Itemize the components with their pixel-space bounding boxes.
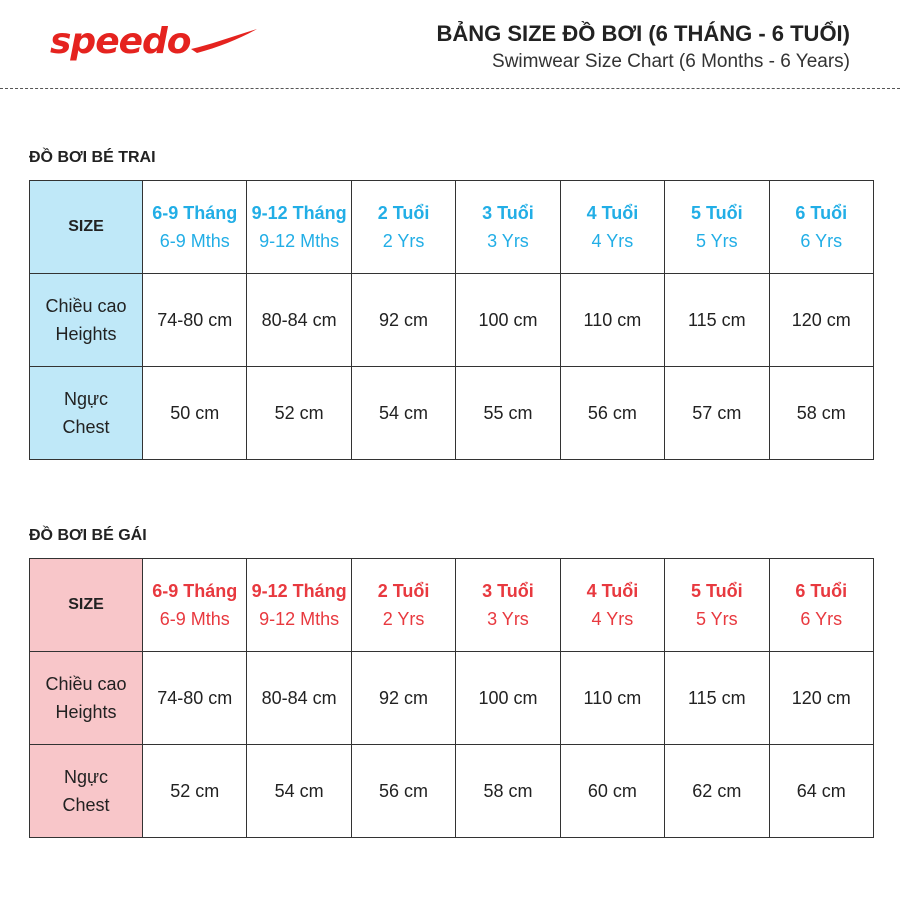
size-vi: 9-12 Tháng xyxy=(251,581,347,601)
size-en: 2 Yrs xyxy=(382,609,425,629)
height-cell: 100 cm xyxy=(456,274,560,367)
chest-cell: 56 cm xyxy=(351,745,455,838)
boys-size-table xyxy=(29,180,874,460)
size-en: 9-12 Mths xyxy=(259,609,340,629)
chest-cell: 52 cm xyxy=(143,745,247,838)
logo-wordmark: speedo xyxy=(50,21,191,62)
size-en: 9-12 Mths xyxy=(259,231,340,251)
chest-cell: 50 cm xyxy=(143,367,247,460)
size-cell xyxy=(769,181,873,274)
size-vi: 6-9 Tháng xyxy=(152,203,238,223)
size-cell xyxy=(143,559,247,652)
height-label-cell xyxy=(30,274,143,367)
size-cell xyxy=(456,181,560,274)
size-vi: 9-12 Tháng xyxy=(251,203,347,223)
table-row-size xyxy=(30,181,874,274)
size-en: 4 Yrs xyxy=(591,231,634,251)
size-vi: 5 Tuổi xyxy=(690,581,743,601)
height-cell: 100 cm xyxy=(456,652,560,745)
height-cell: 110 cm xyxy=(560,274,664,367)
table-row-height xyxy=(30,652,874,745)
height-label-cell xyxy=(30,652,143,745)
dashed-divider xyxy=(0,88,900,89)
chest-cell: 58 cm xyxy=(769,367,873,460)
size-vi: 2 Tuổi xyxy=(377,581,430,601)
size-vi: 6 Tuổi xyxy=(795,203,848,223)
size-vi: 3 Tuổi xyxy=(482,203,534,223)
height-cell: 92 cm xyxy=(351,652,455,745)
boomerang-icon xyxy=(189,25,259,55)
chest-cell: 64 cm xyxy=(769,745,873,838)
chest-cell: 62 cm xyxy=(665,745,769,838)
height-label-vi: Chiều cao xyxy=(45,674,127,694)
size-en: 5 Yrs xyxy=(695,609,738,629)
chest-cell: 52 cm xyxy=(247,367,351,460)
size-cell xyxy=(665,181,769,274)
size-en: 6-9 Mths xyxy=(159,609,230,629)
size-vi: 5 Tuổi xyxy=(690,203,743,223)
chest-cell: 54 cm xyxy=(351,367,455,460)
size-en: 3 Yrs xyxy=(487,231,529,251)
chest-label-vi: Ngực xyxy=(63,389,109,409)
height-label-en: Heights xyxy=(55,702,117,722)
chest-cell: 58 cm xyxy=(456,745,560,838)
chest-cell: 60 cm xyxy=(560,745,664,838)
chest-cell: 55 cm xyxy=(456,367,560,460)
chest-cell: 57 cm xyxy=(665,367,769,460)
size-cell xyxy=(143,181,247,274)
height-cell: 80-84 cm xyxy=(247,652,351,745)
height-cell: 120 cm xyxy=(769,274,873,367)
height-label-vi: Chiều cao xyxy=(45,296,127,316)
size-en: 6 Yrs xyxy=(800,231,843,251)
size-vi: 4 Tuổi xyxy=(586,203,639,223)
chest-label-cell xyxy=(30,367,143,460)
header xyxy=(436,20,850,76)
height-cell: 92 cm xyxy=(351,274,455,367)
height-cell: 110 cm xyxy=(560,652,664,745)
size-header-cell: SIZE xyxy=(30,181,143,274)
height-label-en: Heights xyxy=(55,324,117,344)
size-vi: 4 Tuổi xyxy=(586,581,639,601)
size-cell xyxy=(351,559,455,652)
chest-label-vi: Ngực xyxy=(63,767,109,787)
size-vi: 6-9 Tháng xyxy=(152,581,238,601)
size-header-cell: SIZE xyxy=(30,559,143,652)
table-row-height xyxy=(30,274,874,367)
size-cell xyxy=(456,559,560,652)
table-row-chest xyxy=(30,745,874,838)
girls-size-table xyxy=(29,558,874,838)
size-en: 3 Yrs xyxy=(487,609,529,629)
height-cell: 120 cm xyxy=(769,652,873,745)
chest-label-cell xyxy=(30,745,143,838)
size-cell xyxy=(351,181,455,274)
size-en: 2 Yrs xyxy=(382,231,425,251)
size-cell xyxy=(560,181,664,274)
chest-cell: 54 cm xyxy=(247,745,351,838)
boys-section-title: ĐỒ BƠI BÉ TRAI xyxy=(29,149,156,166)
height-cell: 74-80 cm xyxy=(143,274,247,367)
girls-section-title: ĐỒ BƠI BÉ GÁI xyxy=(29,527,147,544)
page-title: BẢNG SIZE ĐỒ BƠI (6 THÁNG - 6 TUỔI) xyxy=(436,21,850,46)
size-en: 6 Yrs xyxy=(800,609,843,629)
chest-cell: 56 cm xyxy=(560,367,664,460)
height-cell: 74-80 cm xyxy=(143,652,247,745)
size-en: 4 Yrs xyxy=(591,609,634,629)
size-en: 6-9 Mths xyxy=(159,231,230,251)
size-cell xyxy=(665,559,769,652)
size-en: 5 Yrs xyxy=(695,231,738,251)
height-cell: 115 cm xyxy=(665,274,769,367)
size-cell xyxy=(247,559,351,652)
size-cell xyxy=(247,181,351,274)
size-vi: 3 Tuổi xyxy=(482,581,534,601)
speedo-logo xyxy=(50,21,259,62)
table-row-size xyxy=(30,559,874,652)
size-cell xyxy=(560,559,664,652)
table-row-chest xyxy=(30,367,874,460)
chest-label-en: Chest xyxy=(62,417,110,437)
page-subtitle: Swimwear Size Chart (6 Months - 6 Years) xyxy=(492,51,850,72)
height-cell: 115 cm xyxy=(665,652,769,745)
size-vi: 2 Tuổi xyxy=(377,203,430,223)
height-cell: 80-84 cm xyxy=(247,274,351,367)
chest-label-en: Chest xyxy=(62,795,110,815)
size-cell xyxy=(769,559,873,652)
size-vi: 6 Tuổi xyxy=(795,581,848,601)
